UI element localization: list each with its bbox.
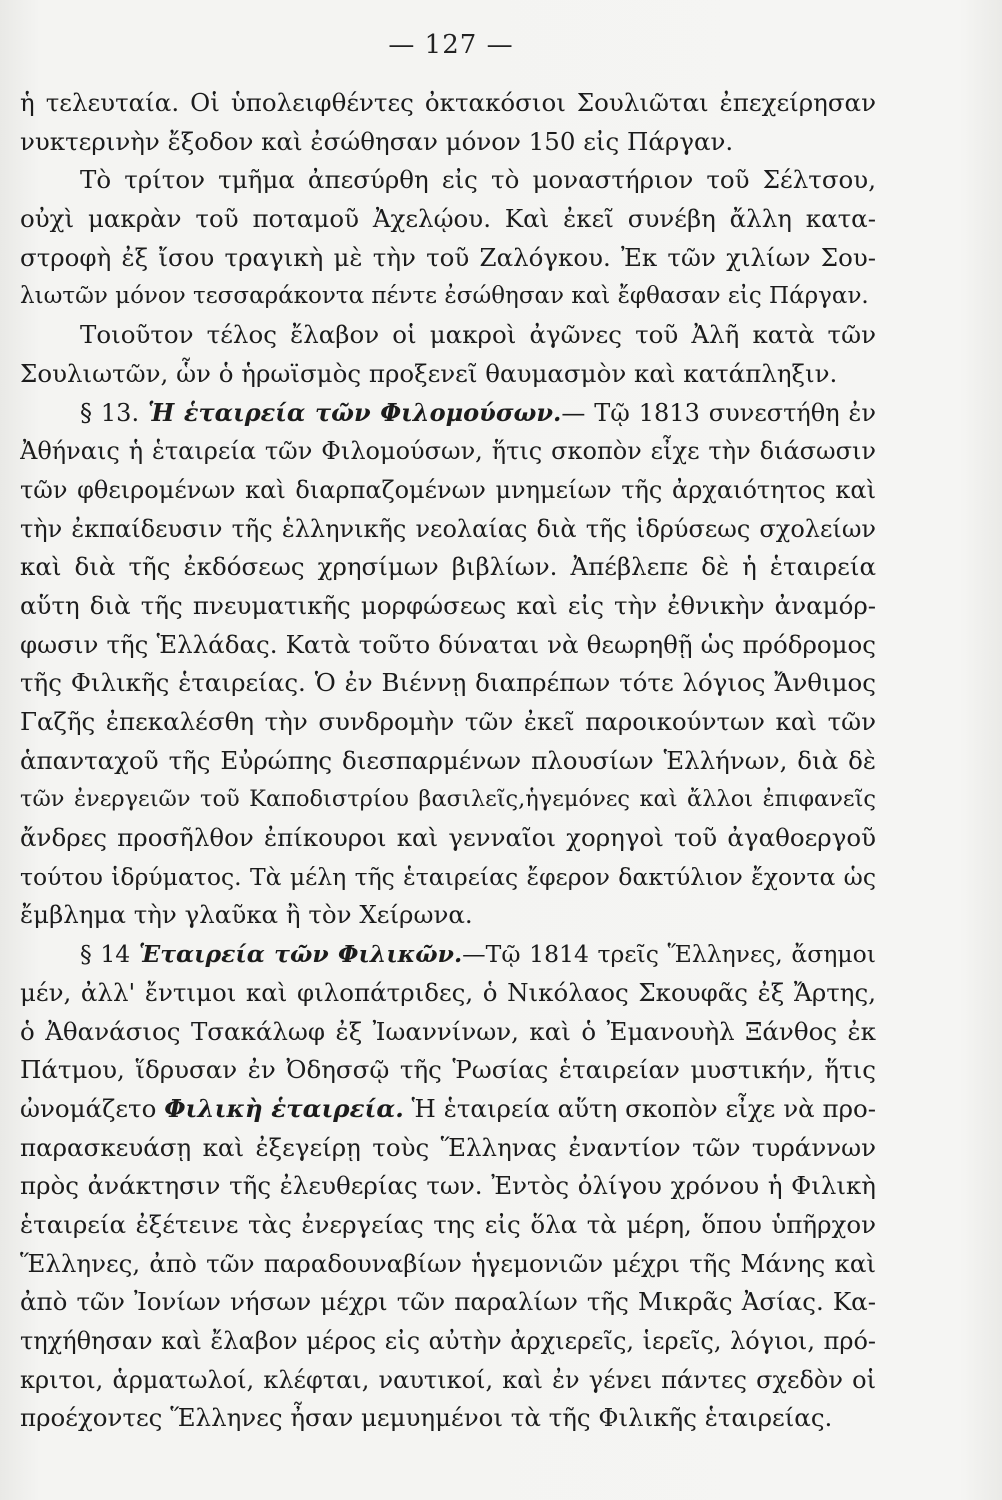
text-line: πρὸς ἀνάκτησιν τῆς ἐλευθερίας των. Ἐντὸς ὀλίγου χρόνου ἡ Φιλικὴ xyxy=(20,1171,876,1201)
text-line-with-emphasis xyxy=(20,1090,876,1129)
text-line: τὴν ἐκπαίδευσιν τῆς ἑλληνικῆς νεολαίας διὰ τῆς ἱδρύσεως σχολείων xyxy=(20,514,876,543)
text-line: τούτου ἱδρύματος. Τὰ μέλη τῆς ἑταιρείας ἔφερον δακτύλιον ἔχοντα ὡς xyxy=(20,862,876,891)
body-text xyxy=(20,84,876,1438)
text-line: Σουλιωτῶν, ὧν ὁ ἡρωϊσμὸς προξενεῖ θαυμασμὸν καὶ κατάπληξιν. xyxy=(20,358,838,388)
section-heading-line xyxy=(20,394,876,433)
text-line: κριτοι, ἁρματωλοί, κλέφται, ναυτικοί, καὶ ἐν γένει πάντες σχεδὸν οἱ xyxy=(20,1365,876,1394)
text-line: ἁπανταχοῦ τῆς Εὐρώπης διεσπαρμένων πλουσίων Ἑλλήνων, διὰ δὲ xyxy=(20,745,876,775)
text-line: ἔμβλημα τὴν γλαῦκα ἢ τὸν Χείρωνα. xyxy=(20,900,473,930)
text-line: μέν, ἀλλ' ἔντιμοι καὶ φιλοπάτριδες, ὁ Νικόλαος Σκουφᾶς ἐξ Ἄρτης, xyxy=(20,977,876,1007)
text-line: Ἕλληνες, ἀπὸ τῶν παραδουναβίων ἡγεμονιῶν μέχρι τῆς Μάνης καὶ xyxy=(20,1248,876,1278)
section-heading-line xyxy=(20,935,876,974)
text-line: Τὸ τρίτον τμῆμα ἀπεσύρθη εἰς τὸ μοναστήριον τοῦ Σέλτσου, xyxy=(80,165,876,195)
section-title: Ἑταιρεία τῶν Φιλικῶν. xyxy=(138,940,463,969)
text-line: ἑταιρεία ἐξέτεινε τὰς ἐνεργείας της εἰς ὅλα τὰ μέρη, ὅπου ὑπῆρχον xyxy=(20,1209,876,1239)
page-number: — 127 — xyxy=(388,30,514,60)
text-line: Πάτμου, ἵδρυσαν ἐν Ὀδησσῷ τῆς Ῥωσίας ἑταιρείαν μυστικήν, ἥτις xyxy=(20,1055,876,1085)
text-line: ὁ Ἀθανάσιος Τσακάλωφ ἐξ Ἰωαννίνων, καὶ ὁ Ἐμανουὴλ Ξάνθος ἐκ xyxy=(20,1016,876,1046)
text-line: τῆς Φιλικῆς ἑταιρείας. Ὁ ἐν Βιέννῃ διαπρέπων τότε λόγιος Ἄνθιμος xyxy=(20,668,876,698)
text-line: νυκτερινὴν ἔξοδον καὶ ἐσώθησαν μόνον 150 εἰς Πάργαν. xyxy=(20,126,734,156)
text-line: καὶ διὰ τῆς ἐκδόσεως χρησίμων βιβλίων. Ἀπέβλεπε δὲ ἡ ἑταιρεία xyxy=(20,552,876,582)
text-line: ἄνδρες προσῆλθον ἐπίκουροι καὶ γενναῖοι χορηγοὶ τοῦ ἀγαθοεργοῦ xyxy=(20,823,876,853)
text-line: παρασκευάσῃ καὶ ἐξεγείρῃ τοὺς Ἕλληνας ἐναντίον τῶν τυράννων xyxy=(20,1132,876,1162)
text-line: Ἀθήναις ἡ ἑταιρεία τῶν Φιλομούσων, ἥτις σκοπὸν εἶχε τὴν διάσωσιν xyxy=(20,437,876,466)
text-line: οὐχὶ μακρὰν τοῦ ποταμοῦ Ἀχελῴου. Καὶ ἐκεῖ συνέβη ἄλλη κατα- xyxy=(20,204,876,234)
section-number: § 13. xyxy=(80,398,148,427)
text-line: προέχοντες Ἕλληνες ἦσαν μεμυημένοι τὰ τῆς Φιλικῆς ἑταιρείας. xyxy=(20,1403,833,1433)
text-line: τῶν φθειρομένων καὶ διαρπαζομένων μνημείων τῆς ἀρχαιότητος καὶ xyxy=(20,475,876,504)
text-line: ἡ τελευταία. Οἱ ὑπολειφθέντες ὀκτακόσιοι Σουλιῶται ἐπεχείρησαν xyxy=(20,88,876,117)
section-text: —Τῷ 1814 τρεῖς Ἕλληνες, ἄσημοι xyxy=(462,940,876,969)
text-span: ὠνομάζετο xyxy=(20,1093,165,1123)
text-line: φωσιν τῆς Ἑλλάδας. Κατὰ τοῦτο δύναται νὰ θεωρηθῇ ὡς πρόδρομος xyxy=(20,629,876,659)
emphasized-term: Φιλικὴ ἑταιρεία. xyxy=(164,1093,404,1123)
text-span: Ἡ ἑταιρεία αὕτη σκοπὸν εἶχε νὰ προ- xyxy=(403,1093,876,1123)
text-line: ἀπὸ τῶν Ἰονίων νήσων μέχρι τῶν παραλίων τῆς Μικρᾶς Ἀσίας. Κα- xyxy=(20,1287,876,1317)
text-line: τηχήθησαν καὶ ἔλαβον μέρος εἰς αὐτὴν ἀρχιερεῖς, ἱερεῖς, λόγιοι, πρό- xyxy=(20,1327,876,1355)
section-number: § 14 xyxy=(80,940,139,969)
text-line: τῶν ἐνεργειῶν τοῦ Καποδιστρίου βασιλεῖς,ἡγεμόνες καὶ ἄλλοι ἐπιφανεῖς xyxy=(20,786,876,813)
section-text: — Τῷ 1813 συνεστήθη ἐν xyxy=(561,398,876,427)
text-line: αὕτη διὰ τῆς πνευματικῆς μορφώσεως καὶ εἰς τὴν ἐθνικὴν ἀναμόρ- xyxy=(20,590,876,620)
text-line: Τοιοῦτον τέλος ἔλαβον οἱ μακροὶ ἀγῶνες τοῦ Ἀλῆ κατὰ τῶν xyxy=(80,320,876,350)
text-line: Γαζῆς ἐπεκαλέσθη τὴν συνδρομὴν τῶν ἐκεῖ παροικούντων καὶ τῶν xyxy=(20,707,876,736)
text-line: λιωτῶν μόνον τεσσαράκοντα πέντε ἐσώθησαν καὶ ἔφθασαν εἰς Πάργαν. xyxy=(20,283,869,310)
text-line: στροφὴ ἐξ ἴσου τραγικὴ μὲ τὴν τοῦ Ζαλόγκου. Ἐκ τῶν χιλίων Σου- xyxy=(20,242,876,272)
section-title: Ἡ ἑταιρεία τῶν Φιλομούσων. xyxy=(147,397,562,427)
